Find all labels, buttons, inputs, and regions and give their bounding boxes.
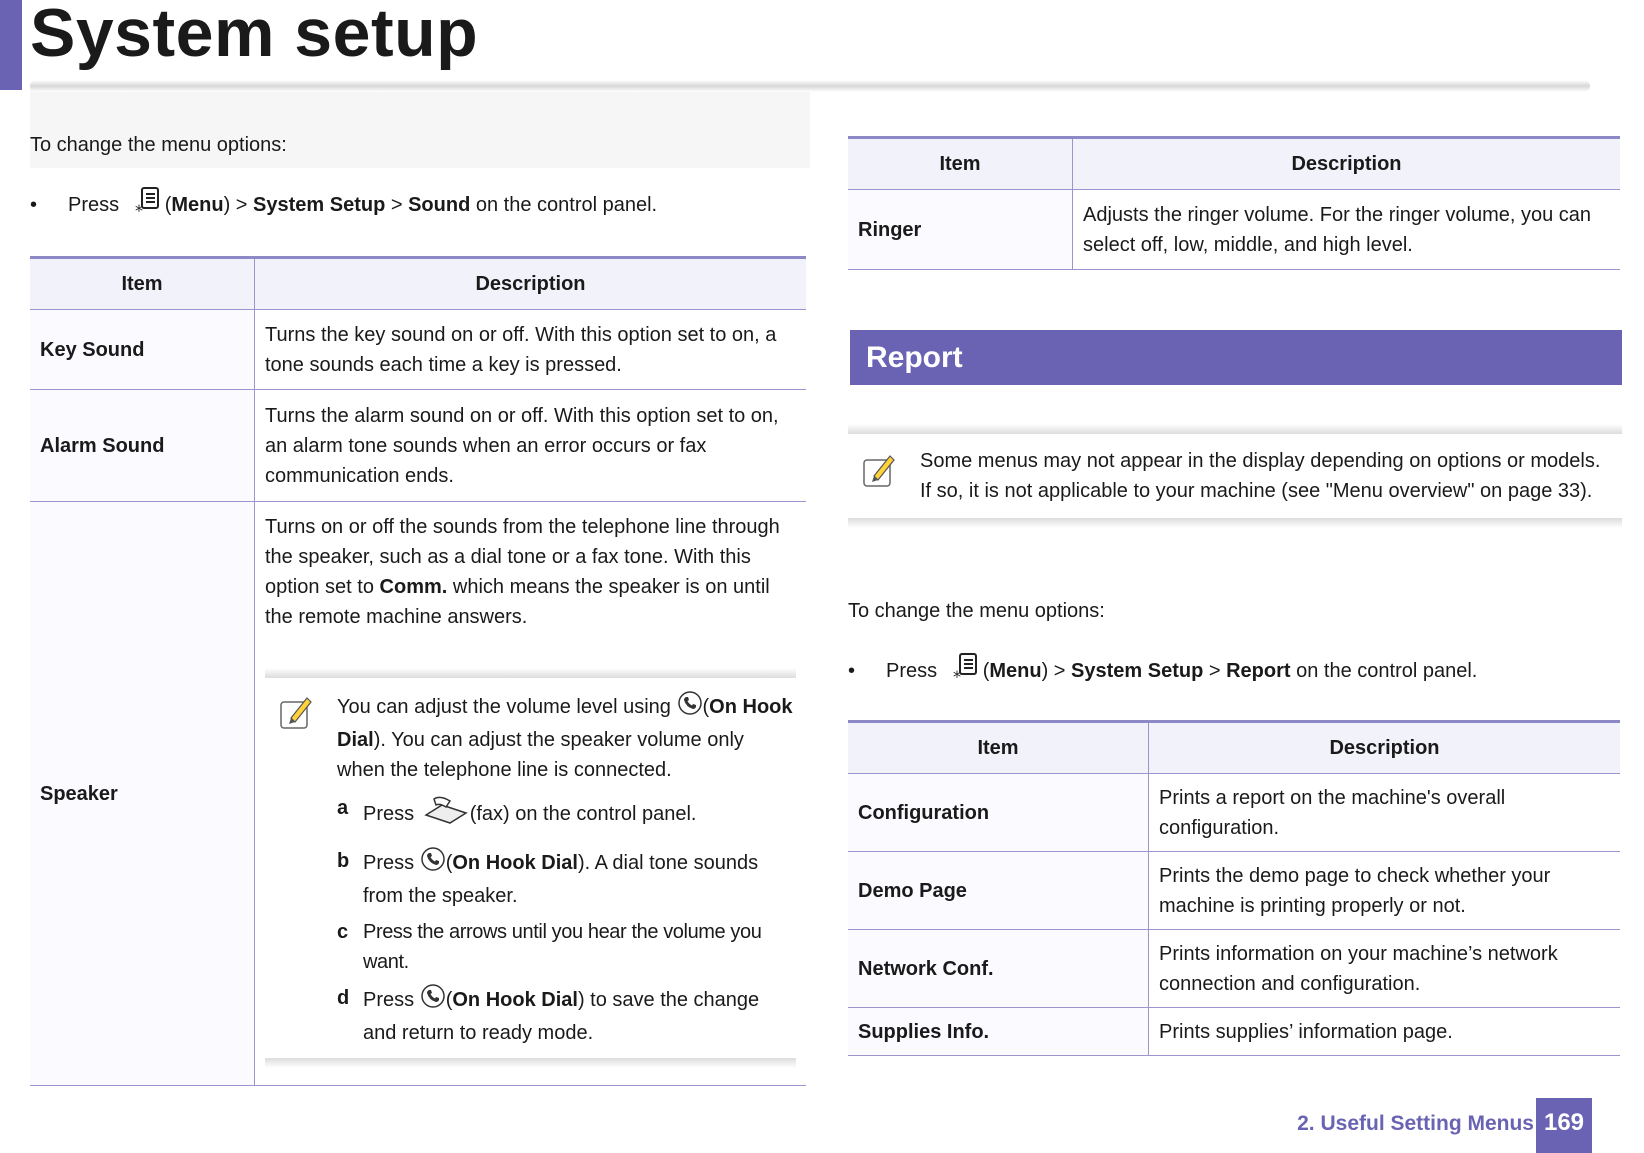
row-description: Prints supplies’ information page. <box>1149 1008 1621 1056</box>
table-row <box>30 502 806 1086</box>
table-row <box>30 390 806 502</box>
note-pencil-icon <box>279 694 313 730</box>
on-hook-dial-icon <box>677 690 703 725</box>
list-item: b Press (On Hook Dial). A dial tone sounds from the speaker. <box>337 846 796 911</box>
col-header-description: Description <box>1149 722 1621 774</box>
col-header-description: Description <box>1073 138 1621 190</box>
footer-section: 2. Useful Setting Menus <box>1297 1112 1534 1135</box>
row-description: Adjusts the ringer volume. For the ringer volume, you can select off, low, middle, and high level. <box>1073 190 1621 270</box>
report-table <box>848 720 1620 1056</box>
menu-icon <box>953 652 979 691</box>
page-number: 169 <box>1536 1098 1592 1153</box>
right-bullet: • Press * (Menu) > System Setup > Report on the control panel. <box>848 652 1477 691</box>
report-note <box>848 424 1622 528</box>
list-item: c Press the arrows until you hear the volume you want. <box>337 921 762 973</box>
on-hook-dial-icon <box>420 983 446 1018</box>
row-item: Speaker <box>30 502 255 1086</box>
row-description: Prints the demo page to check whether your machine is printing properly or not. <box>1149 852 1621 930</box>
note-top-bar <box>848 424 1622 434</box>
col-header-item: Item <box>848 722 1149 774</box>
table-row <box>848 930 1620 1008</box>
row-description: Turns the key sound on or off. With this option set to on, a tone sounds each time a key is pressed. <box>255 310 807 390</box>
note-pencil-icon <box>862 452 896 488</box>
table-row <box>848 774 1620 852</box>
row-item: Ringer <box>848 190 1073 270</box>
row-item: Key Sound <box>30 310 255 390</box>
row-item: Network Conf. <box>848 930 1149 1008</box>
svg-text:*: * <box>952 667 961 682</box>
row-description: Prints a report on the machine's overall configuration. <box>1149 774 1621 852</box>
page-title: System setup <box>30 0 479 71</box>
sound-table <box>30 256 806 1086</box>
col-header-item: Item <box>30 258 255 310</box>
right-intro: To change the menu options: <box>848 600 1105 622</box>
col-header-description: Description <box>255 258 807 310</box>
on-hook-dial-icon <box>420 846 446 881</box>
left-bullet: • Press * (Menu) > System Setup > Sound on the control panel. <box>30 186 657 225</box>
row-item: Configuration <box>848 774 1149 852</box>
list-item: d Press (On Hook Dial) to save the change and return to ready mode. <box>337 983 796 1048</box>
table-row <box>848 1008 1620 1056</box>
speaker-description: Turns on or off the sounds from the telephone line through the speaker, such as a dial tone or a fax tone. With this option set to Comm. which means the speaker is on until the remote machine answers. <box>265 516 780 628</box>
title-accent-bar <box>0 0 22 90</box>
table-row <box>848 190 1620 270</box>
table-row <box>30 310 806 390</box>
left-intro: To change the menu options: <box>30 134 287 156</box>
svg-text:*: * <box>134 201 143 216</box>
speaker-note: You can adjust the volume level using (On Hook Dial). You can adjust the speaker volume only when the telephone line is connected. a Press (fax) on the control panel. b Press (On Hook Dial). A dial tone sounds from the speaker. c Press the arrows until you hear the volume you want. d Press (On Hook Dial) to save the change and return to ready mode. <box>265 678 796 1058</box>
row-description <box>255 502 807 1086</box>
list-item: a Press (fax) on the control panel. <box>337 793 796 836</box>
note-bottom-bar <box>848 518 1622 528</box>
col-header-item: Item <box>848 138 1073 190</box>
row-item: Demo Page <box>848 852 1149 930</box>
menu-icon <box>135 186 161 225</box>
title-divider <box>30 80 1590 92</box>
row-description: Prints information on your machine’s network connection and configuration. <box>1149 930 1621 1008</box>
fax-icon <box>420 793 470 836</box>
note-bottom-bar <box>265 1058 796 1068</box>
note-top-bar <box>265 668 796 678</box>
row-item: Alarm Sound <box>30 390 255 502</box>
note-text: Some menus may not appear in the display depending on options or models. If so, it is not applicable to your machine (see "Menu overview" on page 33). <box>920 450 1601 502</box>
ringer-table <box>848 136 1620 270</box>
step-list <box>337 793 796 1048</box>
row-description: Turns the alarm sound on or off. With this option set to on, an alarm tone sounds when an error occurs or fax communication ends. <box>255 390 807 502</box>
row-item: Supplies Info. <box>848 1008 1149 1056</box>
section-title-report: Report <box>850 330 1622 385</box>
table-row <box>848 852 1620 930</box>
